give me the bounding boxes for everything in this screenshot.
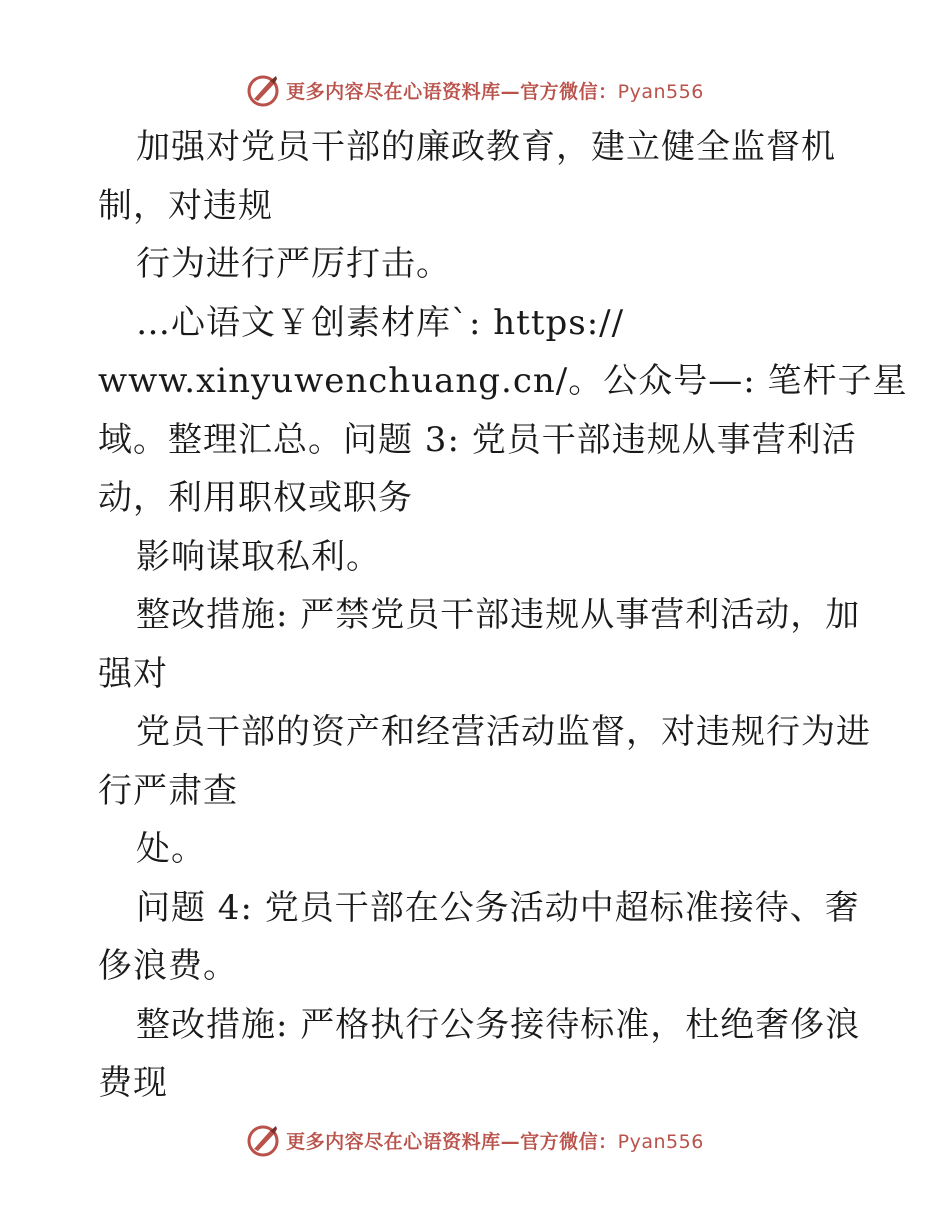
text-line: 问题 4: 党员干部在公务活动中超标准接待、奢 [136,887,860,928]
footer-watermark [0,1120,950,1160]
watermark-wechat-id: Pyan556 [617,1130,704,1153]
watermark-label: 更多内容尽在心语资料库—官方微信： [286,80,618,103]
text-line: 影响谋取私利。 [136,536,381,577]
document-body [98,118,908,1113]
watermark-label: 更多内容尽在心语资料库—官方微信： [286,1130,618,1153]
text-line: …心语文￥创素材库`: https:// [136,302,625,343]
watermark-text [286,1127,704,1154]
text-line: 行严肃查 [98,770,238,811]
text-line: 费现 [98,1063,168,1103]
text-line: 侈浪费。 [98,946,238,986]
text-line: 域。整理汇总。问题 3: 党员干部违规从事营利活 [98,419,857,460]
text-line: 处。 [136,829,206,869]
text-line: 强对 [98,653,168,694]
text-line: 整改措施: 严禁党员干部违规从事营利活动，加 [136,595,861,635]
text-line: 加强对党员干部的廉政教育，建立健全监督机 [136,127,836,167]
text-line: www.xinyuwenchuang.cn/。公众号—: 笔杆子星 [98,361,908,401]
text-line: 整改措施: 严格执行公务接待标准，杜绝奢侈浪 [136,1004,861,1045]
quill-logo-icon [246,1123,280,1157]
text-line: 动，利用职权或职务 [98,478,413,518]
text-line: 制，对违规 [98,185,273,226]
text-line: 党员干部的资产和经营活动监督，对违规行为进 [136,712,871,752]
quill-logo-icon [246,73,280,107]
text-line: 行为进行严厉打击。 [136,244,451,284]
watermark-text [286,77,704,104]
header-watermark [0,70,950,110]
watermark-wechat-id: Pyan556 [617,80,704,103]
